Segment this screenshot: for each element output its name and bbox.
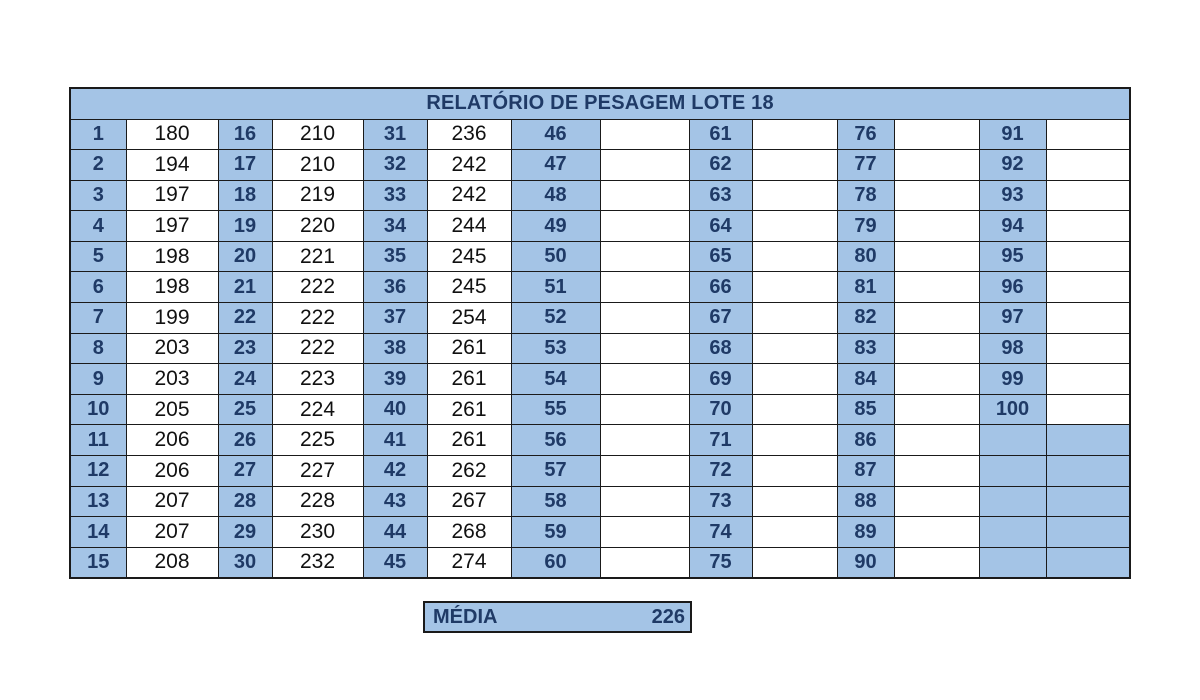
animal-number-cell: 32 — [363, 150, 427, 181]
animal-number-cell — [979, 517, 1046, 548]
animal-number-cell: 15 — [70, 547, 126, 578]
animal-number-cell: 76 — [837, 119, 894, 150]
weight-cell — [894, 119, 979, 150]
weight-cell — [1046, 486, 1130, 517]
weight-cell — [894, 364, 979, 395]
weight-cell: 262 — [427, 456, 511, 487]
table-row — [70, 456, 1130, 487]
average-value: 226 — [651, 605, 685, 628]
table-row — [70, 547, 1130, 578]
weight-cell — [894, 241, 979, 272]
animal-number-cell: 77 — [837, 150, 894, 181]
weight-cell: 228 — [272, 486, 363, 517]
weight-cell: 242 — [427, 150, 511, 181]
table-row — [70, 394, 1130, 425]
weight-cell — [752, 272, 837, 303]
animal-number-cell: 99 — [979, 364, 1046, 395]
weight-cell — [894, 547, 979, 578]
animal-number-cell: 90 — [837, 547, 894, 578]
weight-cell: 224 — [272, 394, 363, 425]
table-row — [70, 241, 1130, 272]
weight-cell — [600, 364, 689, 395]
weight-cell: 268 — [427, 517, 511, 548]
animal-number-cell: 1 — [70, 119, 126, 150]
weight-cell — [894, 150, 979, 181]
animal-number-cell: 74 — [689, 517, 752, 548]
animal-number-cell — [979, 425, 1046, 456]
animal-number-cell: 93 — [979, 180, 1046, 211]
weight-cell — [600, 333, 689, 364]
weight-cell — [894, 272, 979, 303]
weight-cell: 236 — [427, 119, 511, 150]
animal-number-cell: 13 — [70, 486, 126, 517]
table-row — [70, 425, 1130, 456]
table-body — [70, 119, 1130, 578]
animal-number-cell: 7 — [70, 303, 126, 334]
animal-number-cell: 70 — [689, 394, 752, 425]
animal-number-cell: 72 — [689, 456, 752, 487]
weight-cell: 219 — [272, 180, 363, 211]
animal-number-cell: 57 — [511, 456, 600, 487]
weight-cell: 199 — [126, 303, 218, 334]
animal-number-cell: 62 — [689, 150, 752, 181]
animal-number-cell: 97 — [979, 303, 1046, 334]
weight-cell — [752, 119, 837, 150]
animal-number-cell: 87 — [837, 456, 894, 487]
animal-number-cell: 28 — [218, 486, 272, 517]
animal-number-cell: 38 — [363, 333, 427, 364]
animal-number-cell: 65 — [689, 241, 752, 272]
animal-number-cell: 86 — [837, 425, 894, 456]
weight-cell: 244 — [427, 211, 511, 242]
animal-number-cell: 84 — [837, 364, 894, 395]
weight-cell: 225 — [272, 425, 363, 456]
table-row — [70, 333, 1130, 364]
animal-number-cell: 5 — [70, 241, 126, 272]
weight-cell — [1046, 303, 1130, 334]
report-title: RELATÓRIO DE PESAGEM LOTE 18 — [70, 88, 1130, 119]
animal-number-cell: 71 — [689, 425, 752, 456]
animal-number-cell: 60 — [511, 547, 600, 578]
weighing-report-table — [69, 87, 1131, 579]
weight-cell: 232 — [272, 547, 363, 578]
table-row — [70, 486, 1130, 517]
weight-cell: 261 — [427, 364, 511, 395]
weight-cell: 254 — [427, 303, 511, 334]
weight-cell: 197 — [126, 180, 218, 211]
animal-number-cell: 16 — [218, 119, 272, 150]
table-row — [70, 119, 1130, 150]
weight-cell — [600, 486, 689, 517]
weight-cell — [600, 180, 689, 211]
weight-cell: 220 — [272, 211, 363, 242]
animal-number-cell: 43 — [363, 486, 427, 517]
animal-number-cell: 47 — [511, 150, 600, 181]
weight-cell: 207 — [126, 486, 218, 517]
weight-cell — [752, 364, 837, 395]
animal-number-cell: 42 — [363, 456, 427, 487]
weight-cell — [752, 456, 837, 487]
weight-cell: 274 — [427, 547, 511, 578]
weight-cell — [600, 150, 689, 181]
animal-number-cell: 21 — [218, 272, 272, 303]
animal-number-cell: 67 — [689, 303, 752, 334]
animal-number-cell: 54 — [511, 364, 600, 395]
animal-number-cell: 6 — [70, 272, 126, 303]
weight-cell: 203 — [126, 333, 218, 364]
animal-number-cell: 39 — [363, 364, 427, 395]
weight-cell: 198 — [126, 241, 218, 272]
animal-number-cell: 40 — [363, 394, 427, 425]
weight-cell — [1046, 241, 1130, 272]
weight-cell — [600, 425, 689, 456]
weight-cell — [894, 303, 979, 334]
weight-cell: 207 — [126, 517, 218, 548]
animal-number-cell: 9 — [70, 364, 126, 395]
animal-number-cell: 85 — [837, 394, 894, 425]
animal-number-cell: 100 — [979, 394, 1046, 425]
weight-cell — [1046, 364, 1130, 395]
animal-number-cell: 59 — [511, 517, 600, 548]
weight-cell — [600, 303, 689, 334]
animal-number-cell: 31 — [363, 119, 427, 150]
animal-number-cell: 66 — [689, 272, 752, 303]
animal-number-cell: 50 — [511, 241, 600, 272]
animal-number-cell: 56 — [511, 425, 600, 456]
weight-cell — [600, 547, 689, 578]
table-row — [70, 364, 1130, 395]
animal-number-cell: 92 — [979, 150, 1046, 181]
weight-cell: 197 — [126, 211, 218, 242]
weight-cell — [600, 119, 689, 150]
weight-cell — [752, 333, 837, 364]
average-box — [423, 601, 692, 633]
animal-number-cell: 88 — [837, 486, 894, 517]
animal-number-cell: 89 — [837, 517, 894, 548]
weight-cell: 180 — [126, 119, 218, 150]
weight-cell: 242 — [427, 180, 511, 211]
animal-number-cell: 36 — [363, 272, 427, 303]
animal-number-cell: 29 — [218, 517, 272, 548]
animal-number-cell: 41 — [363, 425, 427, 456]
animal-number-cell: 80 — [837, 241, 894, 272]
weight-cell — [1046, 547, 1130, 578]
weight-cell — [1046, 211, 1130, 242]
weight-cell — [752, 425, 837, 456]
animal-number-cell: 73 — [689, 486, 752, 517]
animal-number-cell: 94 — [979, 211, 1046, 242]
weight-cell — [1046, 425, 1130, 456]
weight-cell: 203 — [126, 364, 218, 395]
animal-number-cell: 91 — [979, 119, 1046, 150]
animal-number-cell: 95 — [979, 241, 1046, 272]
weight-cell — [600, 517, 689, 548]
animal-number-cell: 98 — [979, 333, 1046, 364]
weight-cell: 210 — [272, 150, 363, 181]
animal-number-cell: 30 — [218, 547, 272, 578]
table-row — [70, 303, 1130, 334]
animal-number-cell: 14 — [70, 517, 126, 548]
weight-cell — [752, 180, 837, 211]
table-row — [70, 272, 1130, 303]
animal-number-cell: 26 — [218, 425, 272, 456]
weight-cell: 227 — [272, 456, 363, 487]
weight-cell — [752, 211, 837, 242]
weight-cell: 245 — [427, 272, 511, 303]
weight-cell: 261 — [427, 394, 511, 425]
animal-number-cell — [979, 456, 1046, 487]
animal-number-cell: 18 — [218, 180, 272, 211]
weight-cell: 206 — [126, 425, 218, 456]
weight-cell — [600, 394, 689, 425]
weight-cell — [894, 211, 979, 242]
animal-number-cell: 81 — [837, 272, 894, 303]
weight-cell — [1046, 150, 1130, 181]
weight-cell: 230 — [272, 517, 363, 548]
table-row — [70, 211, 1130, 242]
weight-cell: 205 — [126, 394, 218, 425]
animal-number-cell: 44 — [363, 517, 427, 548]
animal-number-cell: 24 — [218, 364, 272, 395]
weight-cell — [894, 394, 979, 425]
weight-cell: 245 — [427, 241, 511, 272]
weight-cell: 221 — [272, 241, 363, 272]
weight-cell: 210 — [272, 119, 363, 150]
animal-number-cell: 2 — [70, 150, 126, 181]
animal-number-cell: 79 — [837, 211, 894, 242]
animal-number-cell: 61 — [689, 119, 752, 150]
average-label: MÉDIA — [433, 605, 498, 628]
table-row — [70, 517, 1130, 548]
animal-number-cell: 20 — [218, 241, 272, 272]
weight-cell — [894, 180, 979, 211]
weight-cell — [600, 241, 689, 272]
table-row — [70, 150, 1130, 181]
weight-cell: 208 — [126, 547, 218, 578]
weight-cell — [752, 517, 837, 548]
animal-number-cell: 22 — [218, 303, 272, 334]
weight-cell — [600, 272, 689, 303]
weight-cell — [894, 333, 979, 364]
weight-cell — [1046, 119, 1130, 150]
animal-number-cell: 17 — [218, 150, 272, 181]
animal-number-cell: 11 — [70, 425, 126, 456]
weight-cell: 206 — [126, 456, 218, 487]
animal-number-cell: 48 — [511, 180, 600, 211]
animal-number-cell: 35 — [363, 241, 427, 272]
weight-cell: 223 — [272, 364, 363, 395]
animal-number-cell: 27 — [218, 456, 272, 487]
animal-number-cell: 51 — [511, 272, 600, 303]
weight-cell — [894, 425, 979, 456]
animal-number-cell: 82 — [837, 303, 894, 334]
animal-number-cell: 64 — [689, 211, 752, 242]
weight-cell: 222 — [272, 272, 363, 303]
animal-number-cell: 58 — [511, 486, 600, 517]
animal-number-cell: 10 — [70, 394, 126, 425]
weight-cell: 222 — [272, 303, 363, 334]
weight-cell — [1046, 180, 1130, 211]
weight-cell: 198 — [126, 272, 218, 303]
animal-number-cell: 33 — [363, 180, 427, 211]
animal-number-cell: 83 — [837, 333, 894, 364]
weight-cell — [894, 486, 979, 517]
animal-number-cell: 4 — [70, 211, 126, 242]
animal-number-cell: 63 — [689, 180, 752, 211]
weight-cell — [1046, 272, 1130, 303]
weight-cell — [1046, 394, 1130, 425]
weight-cell — [894, 517, 979, 548]
animal-number-cell: 19 — [218, 211, 272, 242]
animal-number-cell: 52 — [511, 303, 600, 334]
animal-number-cell: 55 — [511, 394, 600, 425]
animal-number-cell: 23 — [218, 333, 272, 364]
weight-cell — [600, 456, 689, 487]
weight-cell — [752, 394, 837, 425]
weight-cell: 222 — [272, 333, 363, 364]
animal-number-cell: 3 — [70, 180, 126, 211]
weight-cell — [1046, 517, 1130, 548]
animal-number-cell — [979, 547, 1046, 578]
animal-number-cell: 34 — [363, 211, 427, 242]
animal-number-cell: 78 — [837, 180, 894, 211]
weight-cell — [752, 547, 837, 578]
animal-number-cell: 68 — [689, 333, 752, 364]
weight-cell: 267 — [427, 486, 511, 517]
animal-number-cell: 96 — [979, 272, 1046, 303]
weight-cell — [752, 241, 837, 272]
animal-number-cell: 12 — [70, 456, 126, 487]
weight-cell: 194 — [126, 150, 218, 181]
animal-number-cell: 37 — [363, 303, 427, 334]
weight-cell — [752, 486, 837, 517]
weight-cell: 261 — [427, 333, 511, 364]
table-row — [70, 180, 1130, 211]
weight-cell: 261 — [427, 425, 511, 456]
weight-cell — [600, 211, 689, 242]
weight-cell — [894, 456, 979, 487]
weight-cell — [752, 303, 837, 334]
weight-cell — [1046, 456, 1130, 487]
animal-number-cell: 8 — [70, 333, 126, 364]
animal-number-cell: 49 — [511, 211, 600, 242]
weight-cell — [752, 150, 837, 181]
animal-number-cell: 69 — [689, 364, 752, 395]
animal-number-cell — [979, 486, 1046, 517]
weight-cell — [1046, 333, 1130, 364]
animal-number-cell: 45 — [363, 547, 427, 578]
animal-number-cell: 75 — [689, 547, 752, 578]
animal-number-cell: 46 — [511, 119, 600, 150]
animal-number-cell: 53 — [511, 333, 600, 364]
animal-number-cell: 25 — [218, 394, 272, 425]
